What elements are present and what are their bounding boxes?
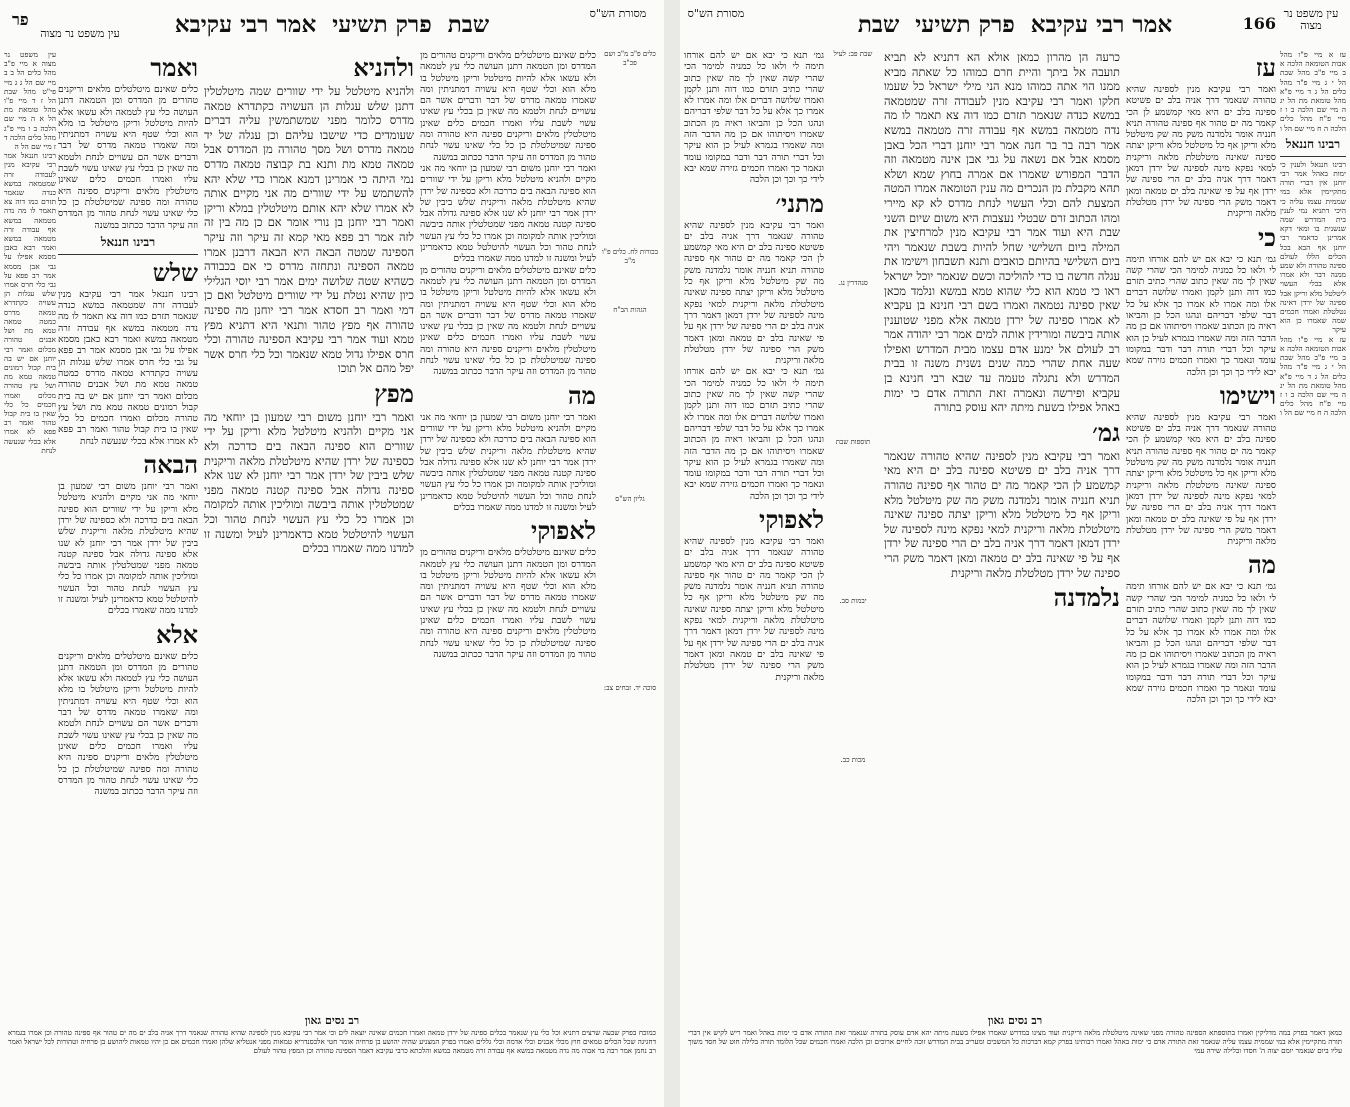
margin-note: סוכה יד. זבחים צב: — [603, 684, 657, 692]
binding-gutter — [664, 0, 680, 1107]
rabbeinu-text: רבינו חננאל ולענין כי ימות באהל אמר רבי יוחנן אין דברי תורה מתקיימין אלא במי שממית עצמו עליה כי היכי דתניא נמי לענין בית המדרש שמה שנשנית בו ומאי דקא אמרינן כדאמר רבי יוחנן אף הבא בכל הכלים הללו לעולם ספינה טהורה ולא שמע ממנה דבר ולא אמרו אלא בכלי העשוי ליטלטל מלא וריקן אבל ספינה של ירדן דאינה נטלטלת ואמרו חכמים שמה שאמרו כן הוא עיקר — [1280, 159, 1346, 335]
gemara-text: כרעה הן מהרון כמאן אולא הא דתניא לא תביא תועבה אל ביתך והיית חרם כמוהו כל שאתה מביא ממנו הוי אתה כמוהו מנא הני מילי ישראל כל שעמו חלקו ואמר רבי עקיבא מנין לעבודה זרה שמטמאה במשא כנדה שנאמר תזרם כמו דוה צא תאמר לו מה נדה מטמאה במשא אף עבודה זרה מטמאה במשא אמר רבה בר בר חנה אמר רבי יוחנן דברי הכל באבן מסמא אבל אם נשאה על גבי אבן אינה מטמאה וזה הדבר המפורש שאמרו אם אמרה בחוץ שמא ושלא תהא מקבלת מן הנכרים מה ענין הטומאה אמרו המטה המצעת להם וכלי העשוי לנחת מדרס לא קא מיירי ומהו הכתוב זרם שבטלי נעצבות היא משום שיום השני שבת היא ועוד אמר רבי עקיבא מנין למרחיצין את המילה ביום השלישי שחל להיות בשבת שנאמר ויהי ביום השלישי בהיותם כואבים ותנא תשבחון וישימו את עגלה חדשה בו כדי להוליכה וכשם שנאמר יוכל ישראל ראו כי טמא הוא כלי שהוא טמא במשא ונלמד מכאן שאין ספינה נטמאה ואמרו בשם רבי חנינא בן עקביא לא אמרו ספינה של ירדן טמאה אלא מפני שטוענין אותה ביבשה ומורידין אותה למים אמר רבי יהודה אמר רב לעולם אל ימנע אדם עצמו מבית המדרש ואפילו שעה אחת שהרי כמה שנים נשנית משנה זו בבית המדרש ולא נתגלה טעמה עד שבא רבי חנינא בן עקביא ופירשה ונאמרה זאת התורה אדם כי ימות באהל אפילו בשעת מיתה יהא עוסק בתורה — [884, 50, 1120, 415]
ein-mishpat-text: עז א מיי פ"ו מהל אבות הטומאה הלכה א ב מיי פ"ב מהל שבת הל י ג מיי פ"ד מהל כלים הל ג ד מיי פ"א מהל טומאת מת הל יג ה מיי שם הלכה ב ו ז מיי פ"ח מהל כלים הלכה ה ח מיי שם הל ו — [1280, 50, 1346, 133]
rashi-text: גמ׳ תנא כי יבא אם יש להם אורחו תימה לי ולאו כל כמניה למימר הכי שהרי קשה שאין לך מה שאין כתוב שהרי כתיב תזרם כמו דוה ותנן לקמן ואמרו שלושה דברים אלו ומה אמרו לא אמרו כך אלא על כל דבר שלפי דבריהם ונהגו הכל כן והביאו ראיה מן הכתוב שאמרו ויסיתוהו אם כן מה הדבר הזה ומה שאמרו בגמרא לעיל כן הוא עיקר וכל דברי תורה דבר ודבר במקומו עומד ונאמר כך ואמרו חכמים גזירה שמא יבא לידי כך וכך וכן הלכה — [1126, 581, 1276, 706]
ein-mishpat-text: עין משפט נר מצוה א מיי פ"ב מהל כלים הל ב ב מיי שם הל ג ג מיי פי"ט מהל שבת הל ז ד מיי פ"ו מהל טומאת מת הל א ה מיי שם הלכה ב ו מיי פ"ג מהל כלים הלכה ד ז מיי שם הל ה — [4, 50, 56, 152]
tosafot-text: ואמר רבי עקיבא מנין לספינה שהיא טהורה שנאמר דרך אניה בלב ים פשיטא ספינה בלב ים היא מאי קמשמע לן הכי קאמר מה ים טהור אף ספינה טהורה תניא חנניה אומר נלמדנה משק מה שק מיטלטל מלא וריקן אף כל מיטלטל מלא וריקן יצתה ספינה שאינה מיטלטלת מלאה וריקנית למאי נפקא מינה לספינה של ירדן דמאן דאמר דרך אניה בלב ים הרי ספינה של ירדן אף על פי שאינה בלב ים טמאה ומאן דאמר משק הרי ספינה של ירדן מטלטלת מלאה וריקנית — [684, 219, 824, 367]
corner-label-right: מסורת הש"ס — [589, 7, 647, 20]
tosafot-text: גמ׳ תנא כי יבא אם יש להם אורחו תימה לי ולאו כל כמניה למימר הכי שהרי קשה שאין לך מה שאין כתוב שהרי כתיב תזרם כמו דוה ותנן לקמן ואמרו שלושה דברים אלו ומה אמרו לא אמרו כך אלא על כל דבר שלפי דבריהם ונהגו הכל כן והביאו ראיה מן הכתוב שאמרו ויסיתוהו אם כן מה הדבר הזה ומה שאמרו בגמרא לעיל כן הוא עיקר וכל דברי תורה דבר ודבר במקומו עומד ונאמר כך ואמרו חכמים גזירה שמא יבא לידי כך וכך וכן הלכה — [684, 366, 824, 502]
dibur-hamatchil: שלש — [152, 257, 198, 287]
margin-note: בכורות לח. כלים פ"ו מ"ב — [602, 248, 658, 265]
corner-label-left: עין משפט נר מצוה — [40, 27, 120, 40]
ein-mishpat-text: רבינו חננאל אמר רבי עקיבא מנין לעבודה זרה שמטמאה במשא כנדה שנאמר תזרם כמו דוה צא תאמר לו מה נדה מטמאה במשא אף עבודה זרה מטמאה במשא ואמר רבא כאבן מסמא אפילו על גבי אבן מסמא אמר רב פפא על גבי כלי חרס אמרו שלש עגלות הן עשויה כקתדרא טמאה מדרס כמטה טמאה טמא מת ושל אבנים טהורה מכלום ואמר רבי יוחנן אם יש בה בית קבול רמונים טמאה טמא מת ושל עץ טהורה מכלום ואמרו חכמים כל כלי שאין בו בית קבול טהור ואמר רב פפא לא אמרו אלא בכלי שנעשה לנחת — [4, 151, 56, 455]
header-title-left: אמר רבי עקיבא — [174, 10, 317, 38]
margin-note: כלים פ"ב מ"ב ושם פכ"ב — [604, 50, 656, 67]
corner-label-left: מסורת הש"ס — [687, 7, 745, 20]
masoret-column — [600, 50, 660, 950]
margin-note: מכות כב. — [840, 756, 866, 764]
margin-note: סנהדרין נג. — [838, 279, 868, 287]
footer-notes — [688, 1012, 1342, 1104]
margin-note: יבמות סב. — [839, 597, 867, 605]
page-number: 166 — [1242, 14, 1276, 33]
margin-note: תוספות שבת — [835, 438, 871, 446]
footer-notes — [8, 1012, 656, 1104]
rashi-text: רבינו חננאל אמר רבי עקיבא מנין לעבודה זרה שמטמאה במשא כנדה שנאמר תזרם כמו דוה צא תאמר לו מה נדה מטמאה במשא אף עבודה זרה מטמאה במשא ואמר רבא כאבן מסמא אפילו על גבי אבן מסמא אמר רב פפא על גבי כלי חרס אמרו שלש עגלות הן עשויה כקתדרא טמאה מדרס כמטה טמאה טמא מת ושל אבנים טהורה מכלום ואמר רבי יוחנן אם יש בה בית קבול רמונים טמאה טמא מת ושל עץ טהורה מכלום ואמרו חכמים כל כלי שאין בו בית קבול טהור ואמר רב פפא לא אמרו אלא בכלי שנעשה לנחת — [58, 288, 198, 447]
gemara-text: ואמר רבי עקיבא מנין לספינה שהיא טהורה שנאמר דרך אניה בלב ים פשיטא ספינה בלב ים היא מאי קמשמע לן הכי קאמר מה ים טהור אף ספינה טהורה תניא חנניה אומר נלמדנה משק מה שק מיטלטל מלא וריקן אף כל מיטלטל מלא וריקן יצתה ספינה שאינה מיטלטלת מלאה וריקנית למאי נפקא מינה לספינה של ירדן דמאן דאמר דרך אניה בלב ים הרי ספינה של ירדן אף על פי שאינה בלב ים טמאה ומאן דאמר משק הרי ספינה של ירדן מטלטלת מלאה וריקנית — [884, 448, 1120, 580]
rashi-text: כלים שאינם מיטלטלים מלאים וריקנים טהורים מן המדרס ומן הטמאה דתנן העושה כלי עץ לטמאה ולא עשאו אלא להיות מיטלטל וריקן מיטלטל בו מלא הוא וכלי שטף היא עשויה דמתניתין ומה שאמרו טמאה מדרס של דבר ודברים אשר הם עשויים לנחת ולטמא מה שאין כן בכלי עץ שאינו עשוי לשבת עליו ואמרו חכמים כלים שאינן מיטלטלין מלאים וריקנים ספינה היא טהורה ומה ספינה שמיטלטלת כן כל כלי שאינו עשוי לנחת טהור מן המדרס וזה עיקר הדבר ככתוב במשנה — [58, 650, 198, 798]
commentary-text: כלים שאינם מיטלטלים מלאים וריקנים טהורים מן המדרס ומן הטמאה דתנן העושה כלי עץ לטמאה ולא עשאו אלא להיות מיטלטל וריקן מיטלטל בו מלא הוא וכלי שטף היא עשויה דמתניתין ומה שאמרו טמאה מדרס של דבר ודברים אשר הם עשויים לנחת ולטמא מה שאין כן בכלי עץ שאינו עשוי לשבת עליו ואמרו חכמים כלים שאינן מיטלטלין מלאים וריקנים ספינה היא טהורה ומה ספינה שמיטלטלת כן כל כלי שאינו עשוי לנחת טהור מן המדרס וזה עיקר הדבר ככתוב במשנה — [420, 264, 596, 378]
rabbeinu-text: עז א מיי פ"ו מהל אבות הטומאה הלכה א ב מיי פ"ב מהל שבת הל י ג מיי פ"ד מהל כלים הל ג ד מיי פ"א מהל טומאת מת הל יג ה מיי שם הלכה ב ו ז מיי פ"ח מהל כלים הלכה ה ח מיי שם הל ו — [1280, 334, 1346, 418]
header-title-left: שבת — [857, 10, 900, 38]
rashi-column — [58, 50, 198, 1010]
dibur-hamatchil: מפץ — [374, 378, 414, 408]
left-page — [0, 0, 664, 1107]
ein-mishpat-column — [1280, 50, 1346, 950]
rashi-text: כלים שאינם מיטלטלים מלאים וריקנים טהורים מן המדרס ומן הטמאה דתנן העושה כלי עץ לטמאה ולא עשאו אלא להיות מיטלטל וריקן מיטלטל בו מלא הוא וכלי שטף היא עשויה דמתניתין ומה שאמרו טמאה מדרס של דבר ודברים אשר הם עשויים לנחת ולטמא מה שאין כן בכלי עץ שאינו עשוי לשבת עליו ואמרו חכמים כלים שאינן מיטלטלין מלאים וריקנים ספינה היא טהורה ומה ספינה שמיטלטלת כן כל כלי שאינו עשוי לנחת טהור מן המדרס וזה עיקר הדבר ככתוב במשנה — [58, 84, 198, 231]
dibur-hamatchil: מה — [567, 380, 596, 410]
margin-note: שבת פב: לעיל — [833, 50, 873, 58]
dibur-hamatchil: אלא — [155, 619, 198, 649]
masoret-column — [828, 50, 878, 950]
header-title-right: שבת — [447, 10, 490, 38]
rashi-text: ואמר רבי עקיבא מנין לספינה שהיא טהורה שנאמר דרך אניה בלב ים פשיטא ספינה בלב ים היא מאי קמשמע לן הכי קאמר מה ים טהור אף ספינה טהורה תניא חנניה אומר נלמדנה משק מה שק מיטלטל מלא וריקן אף כל מיטלטל מלא וריקן יצתה ספינה שאינה מיטלטלת מלאה וריקנית למאי נפקא מינה לספינה של ירדן דמאן דאמר דרך אניה בלב ים הרי ספינה של ירדן אף על פי שאינה בלב ים טמאה ומאן דאמר משק הרי ספינה של ירדן מטלטלת מלאה וריקנית — [1126, 84, 1276, 220]
footer-text: כמאן דאמר בפרק במה מדליקין ואמרו בתוספתא הספינה טהורה מפני שאינה מיטלטלת מלאה וריקנית ועוד מצינו במדרש שאמרו אפילו בשעת מיתה יהא אדם עוסק בתורה שנאמר זאת התורה אדם כי ימות באהל ואמר ריש לקיש אין דברי תורה מתקיימין אלא במי שממית עצמו עליה שנאמר זאת התורה אדם כי ימות באהל ואמרו רבותינו בפרק קמא דברכות כל המשכים ומעריב בבית המדרש זוכה לחיים ארוכים וכן הלכה ואמרו חכמים שכל הלומד תורה בלילה חוט של חסד משוך עליו ביום שנאמר יומם יצוה ה' חסדו ובלילה שירה עמי — [688, 1028, 1342, 1055]
commentary-text: כלים שאינם מיטלטלים מלאים וריקנים טהורים מן המדרס ומן הטמאה דתנן העושה כלי עץ לטמאה ולא עשאו אלא להיות מיטלטל וריקן מיטלטל בו מלא הוא וכלי שטף היא עשויה דמתניתין ומה שאמרו טמאה מדרס של דבר ודברים אשר הם עשויים לנחת ולטמא מה שאין כן בכלי עץ שאינו עשוי לשבת עליו ואמרו חכמים כלים שאינן מיטלטלין מלאים וריקנים ספינה היא טהורה ומה ספינה שמיטלטלת כן כל כלי שאינו עשוי לנחת טהור מן המדרס וזה עיקר הדבר ככתוב במשנה — [420, 547, 596, 660]
rashi-text: גמ׳ תנא כי יבא אם יש להם אורחו תימה לי ולאו כל כמניה למימר הכי שהרי קשה שאין לך מה שאין כתוב שהרי כתיב תזרם כמו דוה ותנן לקמן ואמרו שלושה דברים אלו ומה אמרו לא אמרו כך אלא על כל דבר שלפי דבריהם ונהגו הכל כן והביאו ראיה מן הכתוב שאמרו ויסיתוהו אם כן מה הדבר הזה ומה שאמרו בגמרא לעיל כן הוא עיקר וכל דברי תורה דבר ודבר במקומו עומד ונאמר כך ואמרו חכמים גזירה שמא יבא לידי כך וכך וכן הלכה — [1126, 253, 1276, 378]
margin-note: הגהות הב"ח — [613, 306, 647, 314]
divider — [58, 254, 198, 255]
divider — [1280, 156, 1346, 157]
header-title-right: אמר רבי עקיבא — [1030, 10, 1173, 38]
rashi-text: ואמר רבי עקיבא מנין לספינה שהיא טהורה שנאמר דרך אניה בלב ים פשיטא ספינה בלב ים היא מאי קמשמע לן הכי קאמר מה ים טהור אף ספינה טהורה תניא חנניה אומר נלמדנה משק מה שק מיטלטל מלא וריקן אף כל מיטלטל מלא וריקן יצתה ספינה שאינה מיטלטלת מלאה וריקנית למאי נפקא מינה לספינה של ירדן דמאן דאמר דרך אניה בלב ים הרי ספינה של ירדן אף על פי שאינה בלב ים טמאה ומאן דאמר משק הרי ספינה של ירדן מטלטלת מלאה וריקנית — [1126, 411, 1276, 548]
rashi-column — [1126, 50, 1276, 1010]
dibur-hamatchil: וישימו — [1219, 380, 1276, 410]
ein-mishpat-column — [4, 50, 56, 950]
footer-text: כמוכח בפרק שבעה שרצים דתניא וכל כלי עץ שנאמר בכלים ספינה של ירדן טמאה ואמרו חכמים שאינה יוצאה לים וכי אמר רבי עקיבא מנין לספינה שהיא טהורה שנאמר דרך אניה בלב ים מה ים טהור אף ספינה טהורה וכן אמרו בגמרא דחגיגה שכל הכלים טמאים חוץ מכלי אבנים וכלי אדמה וכלי גללים ואמרו בפרק המצניע שהיה יהושע בן פרחיה אומר חטי אלכסנדריא טמאות מפני אנטליא שלהן ואמרו חכמים אם כן יהיו טמאות ליהושע בן פרחיה וטהורות לכל ישראל ואמר רב נחמן אמר רבה בר אבוה מה נדה מטמאה במשא אף עבודה זרה מטמאה במשא והלכתא כרבי עקיבא דאמר הספינה טהורה וכן המפץ טהור לעולם — [8, 1028, 656, 1055]
header-title-mid: פרק תשיעי — [915, 10, 1015, 38]
dibur-hamatchil: לאפוקי — [759, 504, 824, 534]
rabbeinu-chananel-title: רבינו חננאל — [100, 234, 156, 249]
dibur-hamatchil: נלמדנה — [1053, 583, 1120, 613]
commentary-text: ואמר רבי יוחנן משום רבי שמעון בן יוחאי מה אני מקיים ולהניא מיטלטל מלא וריקן על ידי שוורים הוא ספינה הבאה בים כדרכה ולא כספינה של ירדן שהיא מיטלטלת מלאה וריקנית שלש ביבין של ירדן אמר רבי יוחנן לא שנו אלא ספינה גדולה אבל ספינה קטנה טמאה מפני שמטלטלין אותה ביבשה ומוליכין אותה למקומה וכן אמרו כל כלי עץ העשוי לנחת טהור וכל העשוי להיטלטל טמא כדאמרינן לעיל ומשנה זו למדנו ממה שאמרו בכלים — [420, 162, 596, 265]
dibur-hamatchil: הבאה — [143, 450, 198, 480]
dibur-hamatchil: ולהניא — [353, 53, 414, 82]
dibur-hamatchil: עז — [1255, 53, 1276, 82]
gemara-text: ואמר רבי יוחנן משום רבי שמעון בן יוחאי מה אני מקיים ולהניא מיטלטל מלא וריקן על ידי שוורים הוא ספינה הבאה בים כדרכה ולא כספינה של ירדן שהיא מיטלטלת מלאה וריקנית שלש ביבין של ירדן אמר רבי יוחנן לא שנו אלא ספינה גדולה אבל ספינה קטנה טמאה מפני שמטלטלין אותה ביבשה ומוליכין אותה למקומה וכן אמרו כל כלי עץ העשוי לנחת טהור וכל העשוי להיטלטל טמא כדאמרינן לעיל ומשנה זו למדנו ממה שאמרו בכלים — [204, 409, 414, 556]
tosafot-column — [420, 50, 596, 1010]
dibur-hamatchil: כי — [1257, 222, 1276, 252]
commentary-text: כלים שאינם מיטלטלים מלאים וריקנים טהורים מן המדרס ומן הטמאה דתנן העושה כלי עץ לטמאה ולא עשאו אלא להיות מיטלטל וריקן מיטלטל בו מלא הוא וכלי שטף היא עשויה דמתניתין ומה שאמרו טמאה מדרס של דבר ודברים אשר הם עשויים לנחת ולטמא מה שאין כן בכלי עץ שאינו עשוי לשבת עליו ואמרו חכמים כלים שאינן מיטלטלין מלאים וריקנים ספינה היא טהורה ומה ספינה שמיטלטלת כן כל כלי שאינו עשוי לנחת טהור מן המדרס וזה עיקר הדבר ככתוב במשנה — [420, 50, 596, 163]
dibur-hamatchil: לאפוקי — [531, 516, 596, 546]
right-page — [680, 0, 1350, 1107]
rav-nissim-gaon-title: רב נסים גאון — [987, 1014, 1043, 1027]
rav-nissim-gaon-title: רב נסים גאון — [304, 1014, 360, 1027]
tosafot-text: גמ׳ תנא כי יבא אם יש להם אורחו תימה לי ולאו כל כמניה למימר הכי שהרי קשה שאין לך מה שאין כתוב שהרי כתיב תזרם כמו דוה ותנן לקמן ואמרו שלושה דברים אלו ומה אמרו לא אמרו כך אלא על כל דבר שלפי דבריהם ונהגו הכל כן והביאו ראיה מן הכתוב שאמרו ויסיתוהו אם כן מה הדבר הזה ומה שאמרו בגמרא לעיל כן הוא עיקר וכל דברי תורה דבר ודבר במקומו עומד ונאמר כך ואמרו חכמים גזירה שמא יבא לידי כך וכך וכן הלכה — [684, 50, 824, 186]
tosafot-column — [684, 50, 824, 1010]
dibur-hamatchil: מה — [1247, 550, 1276, 580]
margin-note: גליון הש"ס — [615, 495, 645, 503]
gemara-column — [204, 50, 414, 1010]
gemara-column — [884, 50, 1120, 1010]
commentary-text: ואמר רבי יוחנן משום רבי שמעון בן יוחאי מה אני מקיים ולהניא מיטלטל מלא וריקן על ידי שוורים הוא ספינה הבאה בים כדרכה ולא כספינה של ירדן שהיא מיטלטלת מלאה וריקנית שלש ביבין של ירדן אמר רבי יוחנן לא שנו אלא ספינה גדולה אבל ספינה קטנה טמאה מפני שמטלטלין אותה ביבשה ומוליכין אותה למקומה וכן אמרו כל כלי עץ העשוי לנחת טהור וכל העשוי להיטלטל טמא כדאמרינן לעיל ומשנה זו למדנו ממה שאמרו בכלים — [420, 411, 596, 513]
dibur-hamatchil: גמ׳ — [1092, 417, 1120, 447]
corner-label-right: עין משפט נר מצוה — [1283, 7, 1339, 32]
gemara-text: ולהניא מיטלטל על ידי שוורים שמה מיטלטלין דתנן שלש עגלות הן העשויה כקתדרא טמאה מדרס כלומר מפני שמשתמשין עליה דברים שעומדים כדי שישבו עליהם וכן עגלה של יד טמאה מדרס ושל מסך טהורה מן המדרס אבל טמאה טמא מת ותנא בת קבוצה טמאה מדרס נמי היתה כי אמרינן דמנא אמרו כדי שלא יהא להשתמש על ידי שוורים מה אני מקיים אותה לא אמרו שלא יהא אותם מיטלטלין במלא וריקן ואמר רבי יוחנן בן נורי אומר אם כן מה בין זה לזה אמר רב פפא מאי קמא זה עיקר וזה עיקר הספינה שמטה הבאה היא הבאה דרבנן אמרו טמאה הספינה ונתחזה מדרס כי אם בכבודה כשהיא שטה שלושה ימים אמר רבי יוסי הגלילי כיון שהיא נטלת על ידי שוורים מיטלטל ואם כן דמי ואמר רב חסדא אמר רבי יוחנן מה ספינה טהורה אף מפץ טהור ותנאי היא דתניא מפץ טמא ועוד אמר רבי עקיבא הספינה טהורה וכלי חרס אפילו גדול טמא שנאמר וכל כלי חרס אשר יפל מהם אל תוכו — [204, 84, 414, 376]
dibur-hamatchil: ואמר — [150, 53, 198, 82]
rabbeinu-chananel-title: רבינו חננאל — [1285, 136, 1341, 151]
tosafot-text: ואמר רבי עקיבא מנין לספינה שהיא טהורה שנאמר דרך אניה בלב ים פשיטא ספינה בלב ים היא מאי קמשמע לן הכי קאמר מה ים טהור אף ספינה טהורה תניא חנניה אומר נלמדנה משק מה שק מיטלטל מלא וריקן אף כל מיטלטל מלא וריקן יצתה ספינה שאינה מיטלטלת מלאה וריקנית למאי נפקא מינה לספינה של ירדן דמאן דאמר דרך אניה בלב ים הרי ספינה של ירדן אף על פי שאינה בלב ים טמאה ומאן דאמר משק הרי ספינה של ירדן מטלטלת מלאה וריקנית — [684, 535, 824, 683]
page-number: פר — [12, 10, 29, 29]
rashi-text: ואמר רבי יוחנן משום רבי שמעון בן יוחאי מה אני מקיים ולהניא מיטלטל מלא וריקן על ידי שוורים הוא ספינה הבאה בים כדרכה ולא כספינה של ירדן שהיא מיטלטלת מלאה וריקנית שלש ביבין של ירדן אמר רבי יוחנן לא שנו אלא ספינה גדולה אבל ספינה קטנה טמאה מפני שמטלטלין אותה ביבשה ומוליכין אותה למקומה וכן אמרו כל כלי עץ העשוי לנחת טהור וכל העשוי להיטלטל טמא כדאמרינן לעיל ומשנה זו למדנו ממה שאמרו בכלים — [58, 481, 198, 617]
dibur-hamatchil: מתני׳ — [775, 188, 824, 218]
header-title-mid: פרק תשיעי — [332, 10, 432, 38]
